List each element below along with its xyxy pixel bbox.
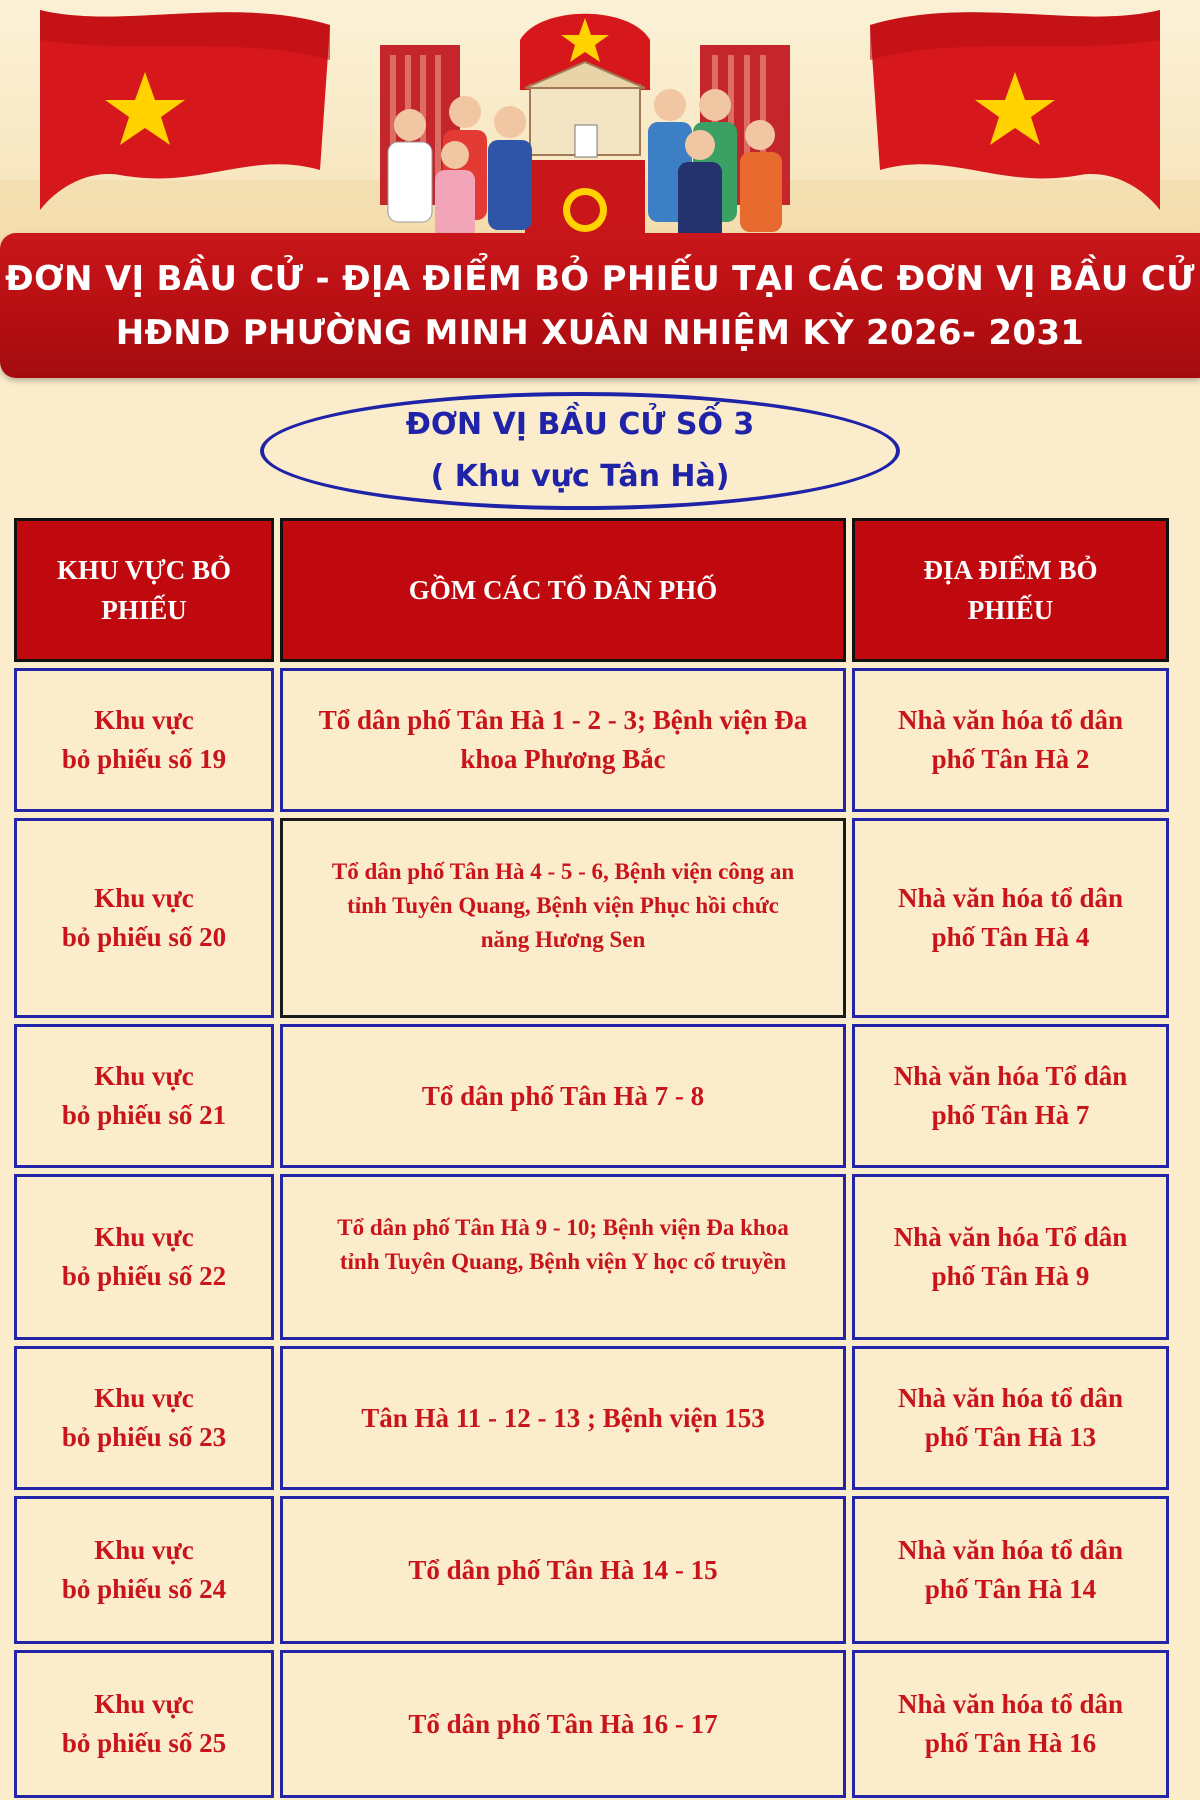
header-residential-groups-label: GỒM CÁC TỔ DÂN PHỐ (408, 575, 718, 605)
header-residential-groups (280, 518, 846, 662)
header-voting-location-line: ĐỊA ĐIỂM BỎ (923, 555, 1098, 585)
row-20-groups (280, 818, 846, 1018)
row-21-groups (280, 1024, 846, 1168)
location-line: Nhà văn hóa tổ dân (897, 1689, 1124, 1719)
hero-illustration (0, 0, 1200, 250)
groups-line: Tổ dân phố Tân Hà 14 - 15 (408, 1554, 718, 1585)
row-25-groups (280, 1650, 846, 1798)
row-24-area (14, 1496, 274, 1644)
row-19-groups (280, 668, 846, 812)
header-voting-area (14, 518, 274, 662)
row-21-area (14, 1024, 274, 1168)
row-25-area (14, 1650, 274, 1798)
row-22-location (852, 1174, 1169, 1340)
location-line: phố Tân Hà 2 (931, 744, 1090, 774)
row-19-area (14, 668, 274, 812)
groups-line: Tổ dân phố Tân Hà 1 - 2 - 3; Bệnh viện Đa (318, 705, 808, 735)
row-24-groups (280, 1496, 846, 1644)
header-voting-area-line: KHU VỰC BỎ (56, 555, 231, 585)
area-line: Khu vực (94, 705, 194, 735)
location-line: Nhà văn hóa Tổ dân (893, 1222, 1128, 1252)
election-illustration (0, 0, 1200, 250)
area-line: bỏ phiếu số 21 (61, 1100, 227, 1130)
row-21-location (852, 1024, 1169, 1168)
area-line: Khu vực (94, 1061, 194, 1091)
groups-line: tỉnh Tuyên Quang, Bệnh viện Phục hồi chức (347, 893, 779, 918)
location-line: Nhà văn hóa tổ dân (897, 705, 1124, 735)
groups-line: khoa Phương Bắc (460, 744, 666, 774)
row-24-location (852, 1496, 1169, 1644)
area-line: bỏ phiếu số 22 (61, 1261, 227, 1291)
groups-line: năng Hương Sen (480, 927, 646, 952)
row-22-groups (280, 1174, 846, 1340)
area-line: bỏ phiếu số 25 (61, 1728, 227, 1758)
area-line: bỏ phiếu số 23 (61, 1422, 227, 1452)
header-voting-location-line: PHIẾU (967, 595, 1054, 625)
groups-line: Tổ dân phố Tân Hà 16 - 17 (408, 1708, 718, 1739)
groups-line: tỉnh Tuyên Quang, Bệnh viện Y học cổ truyền (339, 1249, 787, 1274)
area-line: Khu vực (94, 1535, 194, 1565)
location-line: Nhà văn hóa Tổ dân (893, 1061, 1128, 1091)
row-25-location (852, 1650, 1169, 1798)
row-19-location (852, 668, 1169, 812)
location-line: Nhà văn hóa tổ dân (897, 1383, 1124, 1413)
row-23-groups (280, 1346, 846, 1490)
location-line: phố Tân Hà 9 (931, 1261, 1090, 1291)
location-line: phố Tân Hà 4 (931, 922, 1090, 952)
groups-line: Tổ dân phố Tân Hà 7 - 8 (421, 1080, 705, 1111)
banner-title-line-2: HĐND PHƯỜNG MINH XUÂN NHIỆM KỲ 2026- 2031 (115, 312, 1085, 353)
area-line: bỏ phiếu số 19 (61, 744, 227, 774)
location-line: phố Tân Hà 14 (924, 1574, 1097, 1604)
area-line: Khu vực (94, 883, 194, 913)
location-line: phố Tân Hà 16 (924, 1728, 1097, 1758)
area-line: Khu vực (94, 1222, 194, 1252)
row-23-location (852, 1346, 1169, 1490)
electoral-unit-title: ĐƠN VỊ BẦU CỬ SỐ 3 (405, 407, 755, 442)
header-voting-location (852, 518, 1169, 662)
area-line: Khu vực (94, 1383, 194, 1413)
area-line: bỏ phiếu số 20 (61, 922, 227, 952)
header-voting-area-line: PHIẾU (101, 595, 187, 625)
row-22-area (14, 1174, 274, 1340)
area-line: Khu vực (94, 1689, 194, 1719)
groups-line: Tân Hà 11 - 12 - 13 ; Bệnh viện 153 (361, 1402, 765, 1433)
area-line: bỏ phiếu số 24 (61, 1574, 227, 1604)
row-23-area (14, 1346, 274, 1490)
row-20-area (14, 818, 274, 1018)
groups-line: Tổ dân phố Tân Hà 9 - 10; Bệnh viện Đa khoa (337, 1215, 789, 1240)
electoral-unit-subtitle: ( Khu vực Tân Hà) (430, 459, 730, 494)
location-line: Nhà văn hóa tổ dân (897, 1535, 1124, 1565)
title-banner (0, 233, 1200, 378)
location-line: phố Tân Hà 13 (924, 1422, 1097, 1452)
electoral-unit-badge (260, 392, 900, 510)
row-20-location (852, 818, 1169, 1018)
banner-title-line-1: ĐƠN VỊ BẦU CỬ - ĐỊA ĐIỂM BỎ PHIẾU TẠI CÁC ĐƠN VỊ BẦU CỬ (5, 258, 1195, 299)
groups-line: Tổ dân phố Tân Hà 4 - 5 - 6, Bệnh viện công an (331, 859, 795, 884)
location-line: Nhà văn hóa tổ dân (897, 883, 1124, 913)
location-line: phố Tân Hà 7 (931, 1100, 1090, 1130)
